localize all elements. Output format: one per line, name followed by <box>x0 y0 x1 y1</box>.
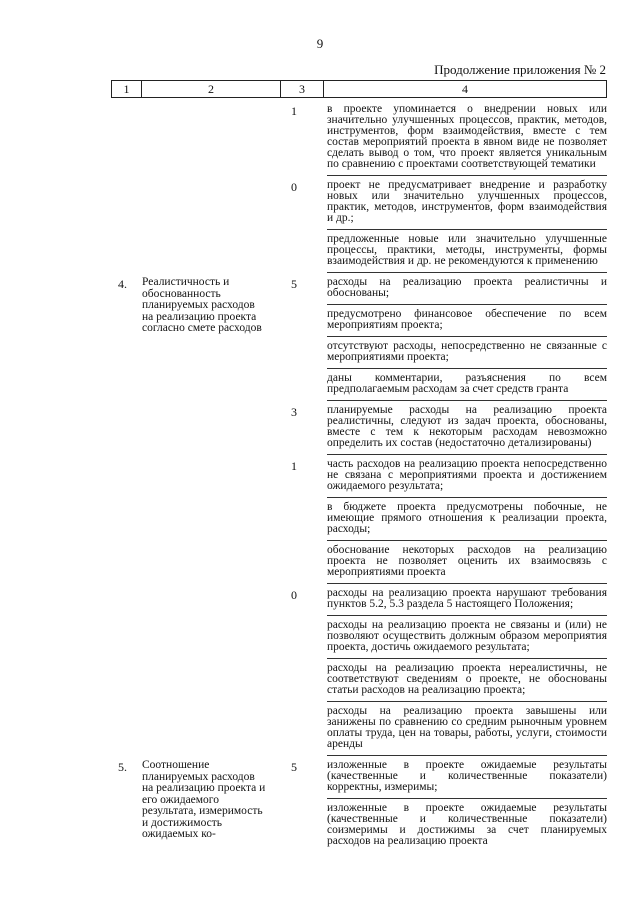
score-description: изложенные в проекте ожидаемые результаты (качественные и количественные показатели) корректны, измеримы; <box>327 760 607 799</box>
score-description: расходы на реализацию проекта завышены или занижены по сравнению со средним рыночным уровнем оплаты труда, цен на товары, работы, услуги, стоимости аренды <box>327 706 607 756</box>
table-row <box>111 277 607 756</box>
score-block <box>111 104 607 176</box>
header-col-1: 1 <box>112 81 142 97</box>
score-description: проект не предусматривает внедрение и разработку новых или значительно улучшенных процессов, практик, методов, инструментов, форм взаимодействия и др.; <box>327 180 607 230</box>
score-value: 5 <box>291 760 297 774</box>
score-description: даны комментарии, разъяснения по всем предполагаемым расходам за счет средств гранта <box>327 373 607 401</box>
score-description: изложенные в проекте ожидаемые результаты (качественные и количественные показатели) соизмеримы и достижимы за счет планируемых расходов на реализацию проекта <box>327 802 607 847</box>
score-value: 0 <box>291 180 297 194</box>
header-col-4: 4 <box>462 82 468 96</box>
score-description: в бюджете проекта предусмотрены побочные, не имеющие прямого отношения к реализации проекта, расходы; <box>327 502 607 541</box>
score-value: 1 <box>291 104 297 118</box>
score-description: расходы на реализацию проекта не связаны и (или) не позволяют осуществить должным образом мероприятия проекта, достичь ожидаемого результата; <box>327 620 607 659</box>
criterion-title: Реалистичность и обоснованность планируемых расходов на реализацию проекта согласно смете расходов <box>142 276 262 334</box>
table-row <box>111 760 607 852</box>
score-description: предусмотрено финансовое обеспечение по всем мероприятиям проекта; <box>327 309 607 337</box>
score-value: 3 <box>291 405 297 419</box>
score-description: часть расходов на реализацию проекта непосредственно не связана с мероприятиями проекта и достижением ожидаемого результата; <box>327 459 607 498</box>
score-value: 1 <box>291 459 297 473</box>
score-description: предложенные новые или значительно улучшенные процессы, практики, методы, инструменты, формы взаимодействия и др. не рекомендуются к применению <box>327 234 607 273</box>
criterion-number: 5. <box>118 760 127 774</box>
criterion-title: Соотношение планируемых расходов на реализацию проекта и его ожидаемого результата, измеримость и достижимость ожидаемых ко- <box>142 759 266 840</box>
score-description: расходы на реализацию проекта нереалистичны, не соответствуют сведениям о проекте, не обоснованы статьи расходов на реализацию проекта; <box>327 663 607 702</box>
score-description: расходы на реализацию проекта реалистичны и обоснованы; <box>327 277 607 305</box>
score-block <box>111 588 607 756</box>
score-description: расходы на реализацию проекта нарушают требования пунктов 5.2, 5.3 раздела 5 настоящего Положения; <box>327 588 607 616</box>
score-description: отсутствуют расходы, непосредственно не связанные с мероприятиями проекта; <box>327 341 607 369</box>
score-block <box>111 760 607 852</box>
score-description: обоснование некоторых расходов на реализацию проекта не позволяет оценить их взаимосвязь с мероприятиями проекта <box>327 545 607 584</box>
criterion-number: 4. <box>118 277 127 291</box>
appendix-note: Продолжение приложения № 2 <box>434 62 606 77</box>
header-col-2: 2 <box>142 81 281 97</box>
score-block <box>111 459 607 584</box>
score-value: 5 <box>291 277 297 291</box>
score-block <box>111 405 607 455</box>
table-row <box>111 104 607 273</box>
table-header <box>111 80 607 98</box>
header-col-3: 3 <box>281 81 324 97</box>
criteria-table <box>111 104 607 856</box>
score-description: в проекте упоминается о внедрении новых или значительно улучшенных процессов, практик, методов, инструментов, форм взаимодействия, вместе с тем состав мероприятий проекта в явном виде не позволяет сделать вывод о том, что проект является уникальным по сравнению с проектами соответствующей тематики <box>327 104 607 176</box>
score-block <box>111 277 607 401</box>
score-description: планируемые расходы на реализацию проекта реалистичны, следуют из задач проекта, обоснованы, вместе с тем к некоторым расходам невозможно определить их состав (недостаточно детализированы) <box>327 405 607 455</box>
score-block <box>111 180 607 273</box>
page-number: 9 <box>316 36 324 51</box>
score-value: 0 <box>291 588 297 602</box>
